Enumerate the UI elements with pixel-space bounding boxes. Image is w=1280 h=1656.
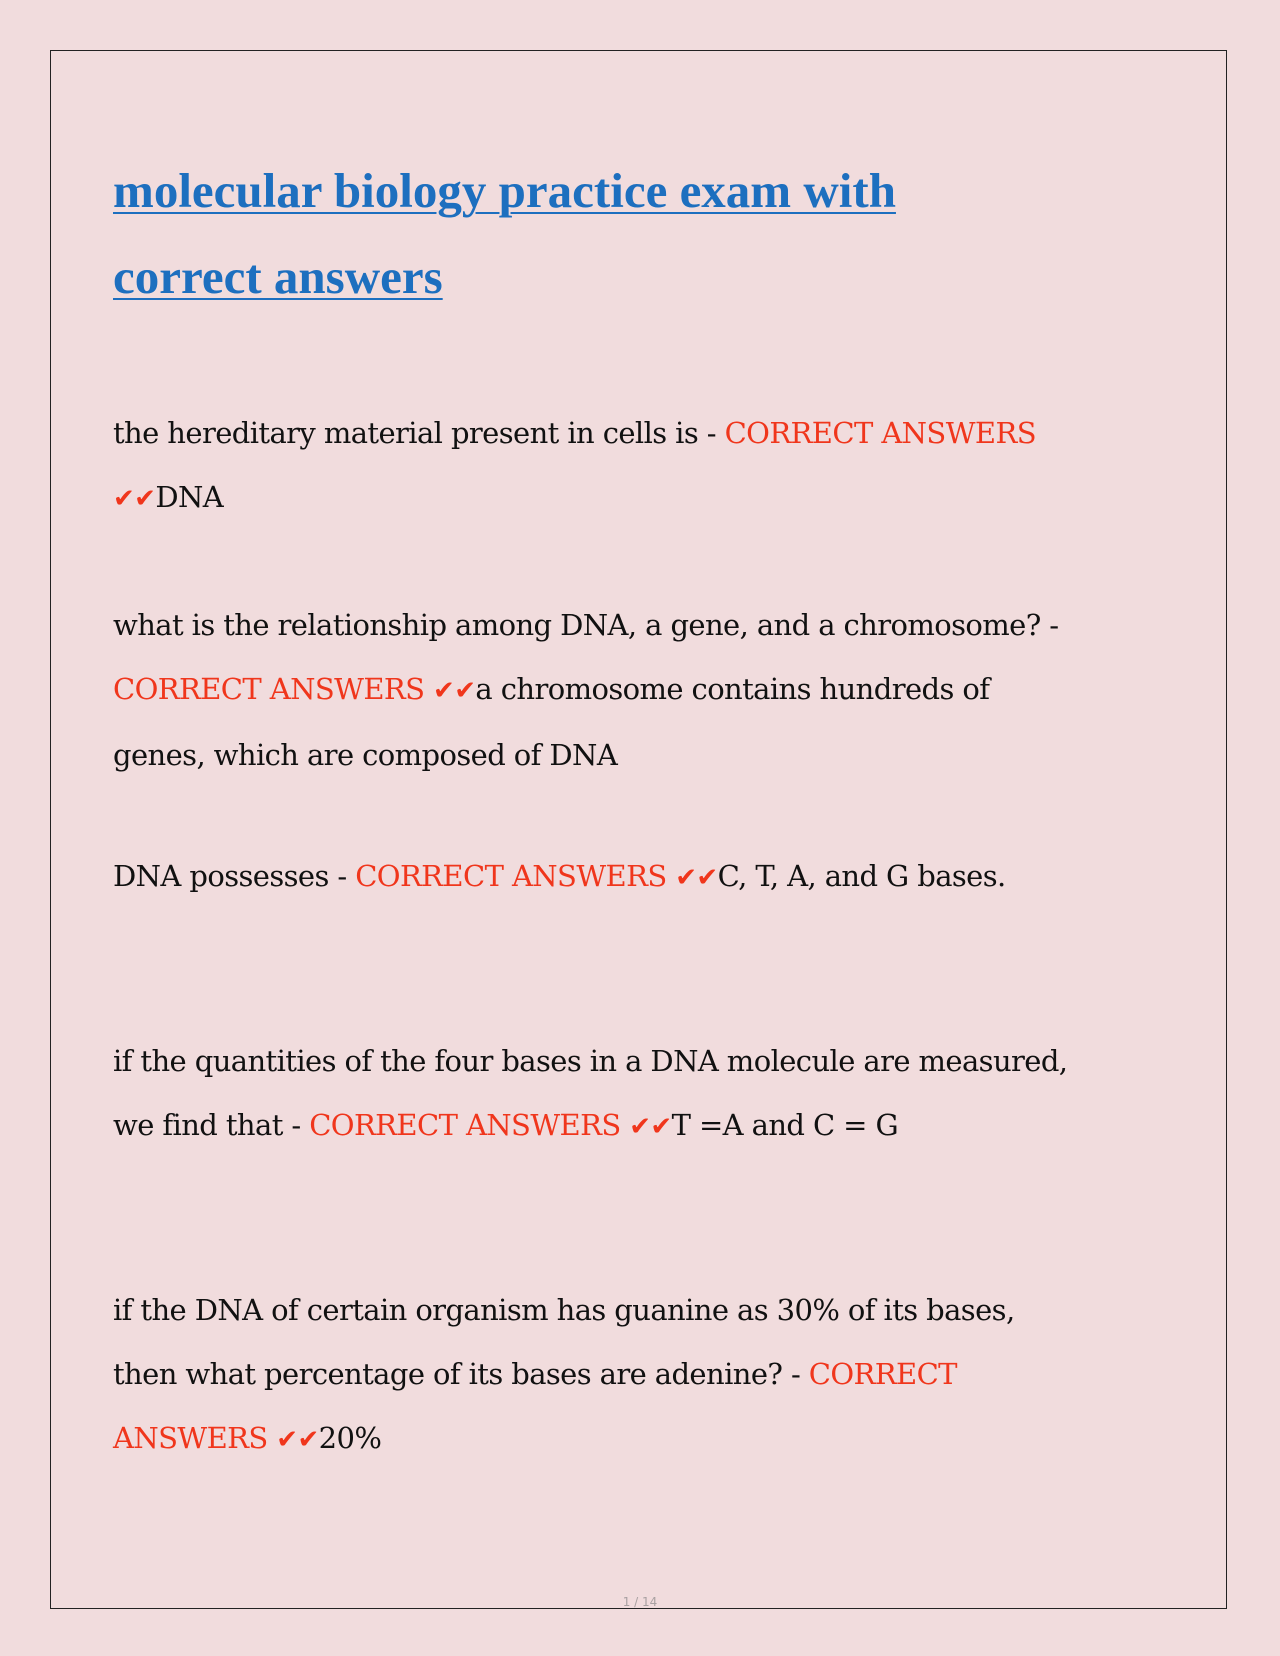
correct-answers-label: CORRECT ANSWERS [355,859,667,893]
answer-text: T =A and C = G [671,1108,899,1142]
question-text: DNA possesses - [113,859,356,893]
correct-answers-label: CORRECT ANSWERS [724,416,1036,450]
double-check-icon: ✔✔ [433,676,476,706]
answer-text: DNA [155,480,224,514]
double-check-icon: ✔✔ [675,863,718,893]
answer-text: 20% [318,1421,382,1455]
qa-item-hereditary-material [113,401,1073,531]
question-text: what is the relationship among DNA, a gene, and a chromosome? - [113,608,1059,642]
qa-item-adenine-percentage [113,1278,1073,1472]
qa-item-dna-gene-chromosome [113,593,1073,787]
answer-text: C, T, A, and G bases. [717,859,1006,893]
correct-answers-label: CORRECT ANSWERS [113,672,425,706]
correct-answers-label: CORRECT ANSWERS [113,1357,957,1455]
correct-answers-label: CORRECT ANSWERS [309,1108,621,1142]
double-check-icon: ✔✔ [276,1425,319,1455]
qa-item-dna-bases [113,844,1073,910]
question-text: if the DNA of certain organism has guanine as 30% of its bases, then what percentage of its bases are adenine? - [113,1293,1015,1391]
double-check-icon: ✔✔ [629,1112,672,1142]
document-title: molecular biology practice exam with correct answers [113,163,896,304]
question-text: if the quantities of the four bases in a DNA molecule are measured, we find that - [113,1044,1068,1142]
qa-item-base-quantities [113,1029,1073,1159]
answer-text: a chromosome contains hundreds of genes, which are composed of DNA [113,672,990,772]
page-indicator: 1 / 14 [622,1595,658,1609]
double-check-icon: ✔✔ [113,484,156,514]
question-text: the hereditary material present in cells is - [113,416,725,450]
